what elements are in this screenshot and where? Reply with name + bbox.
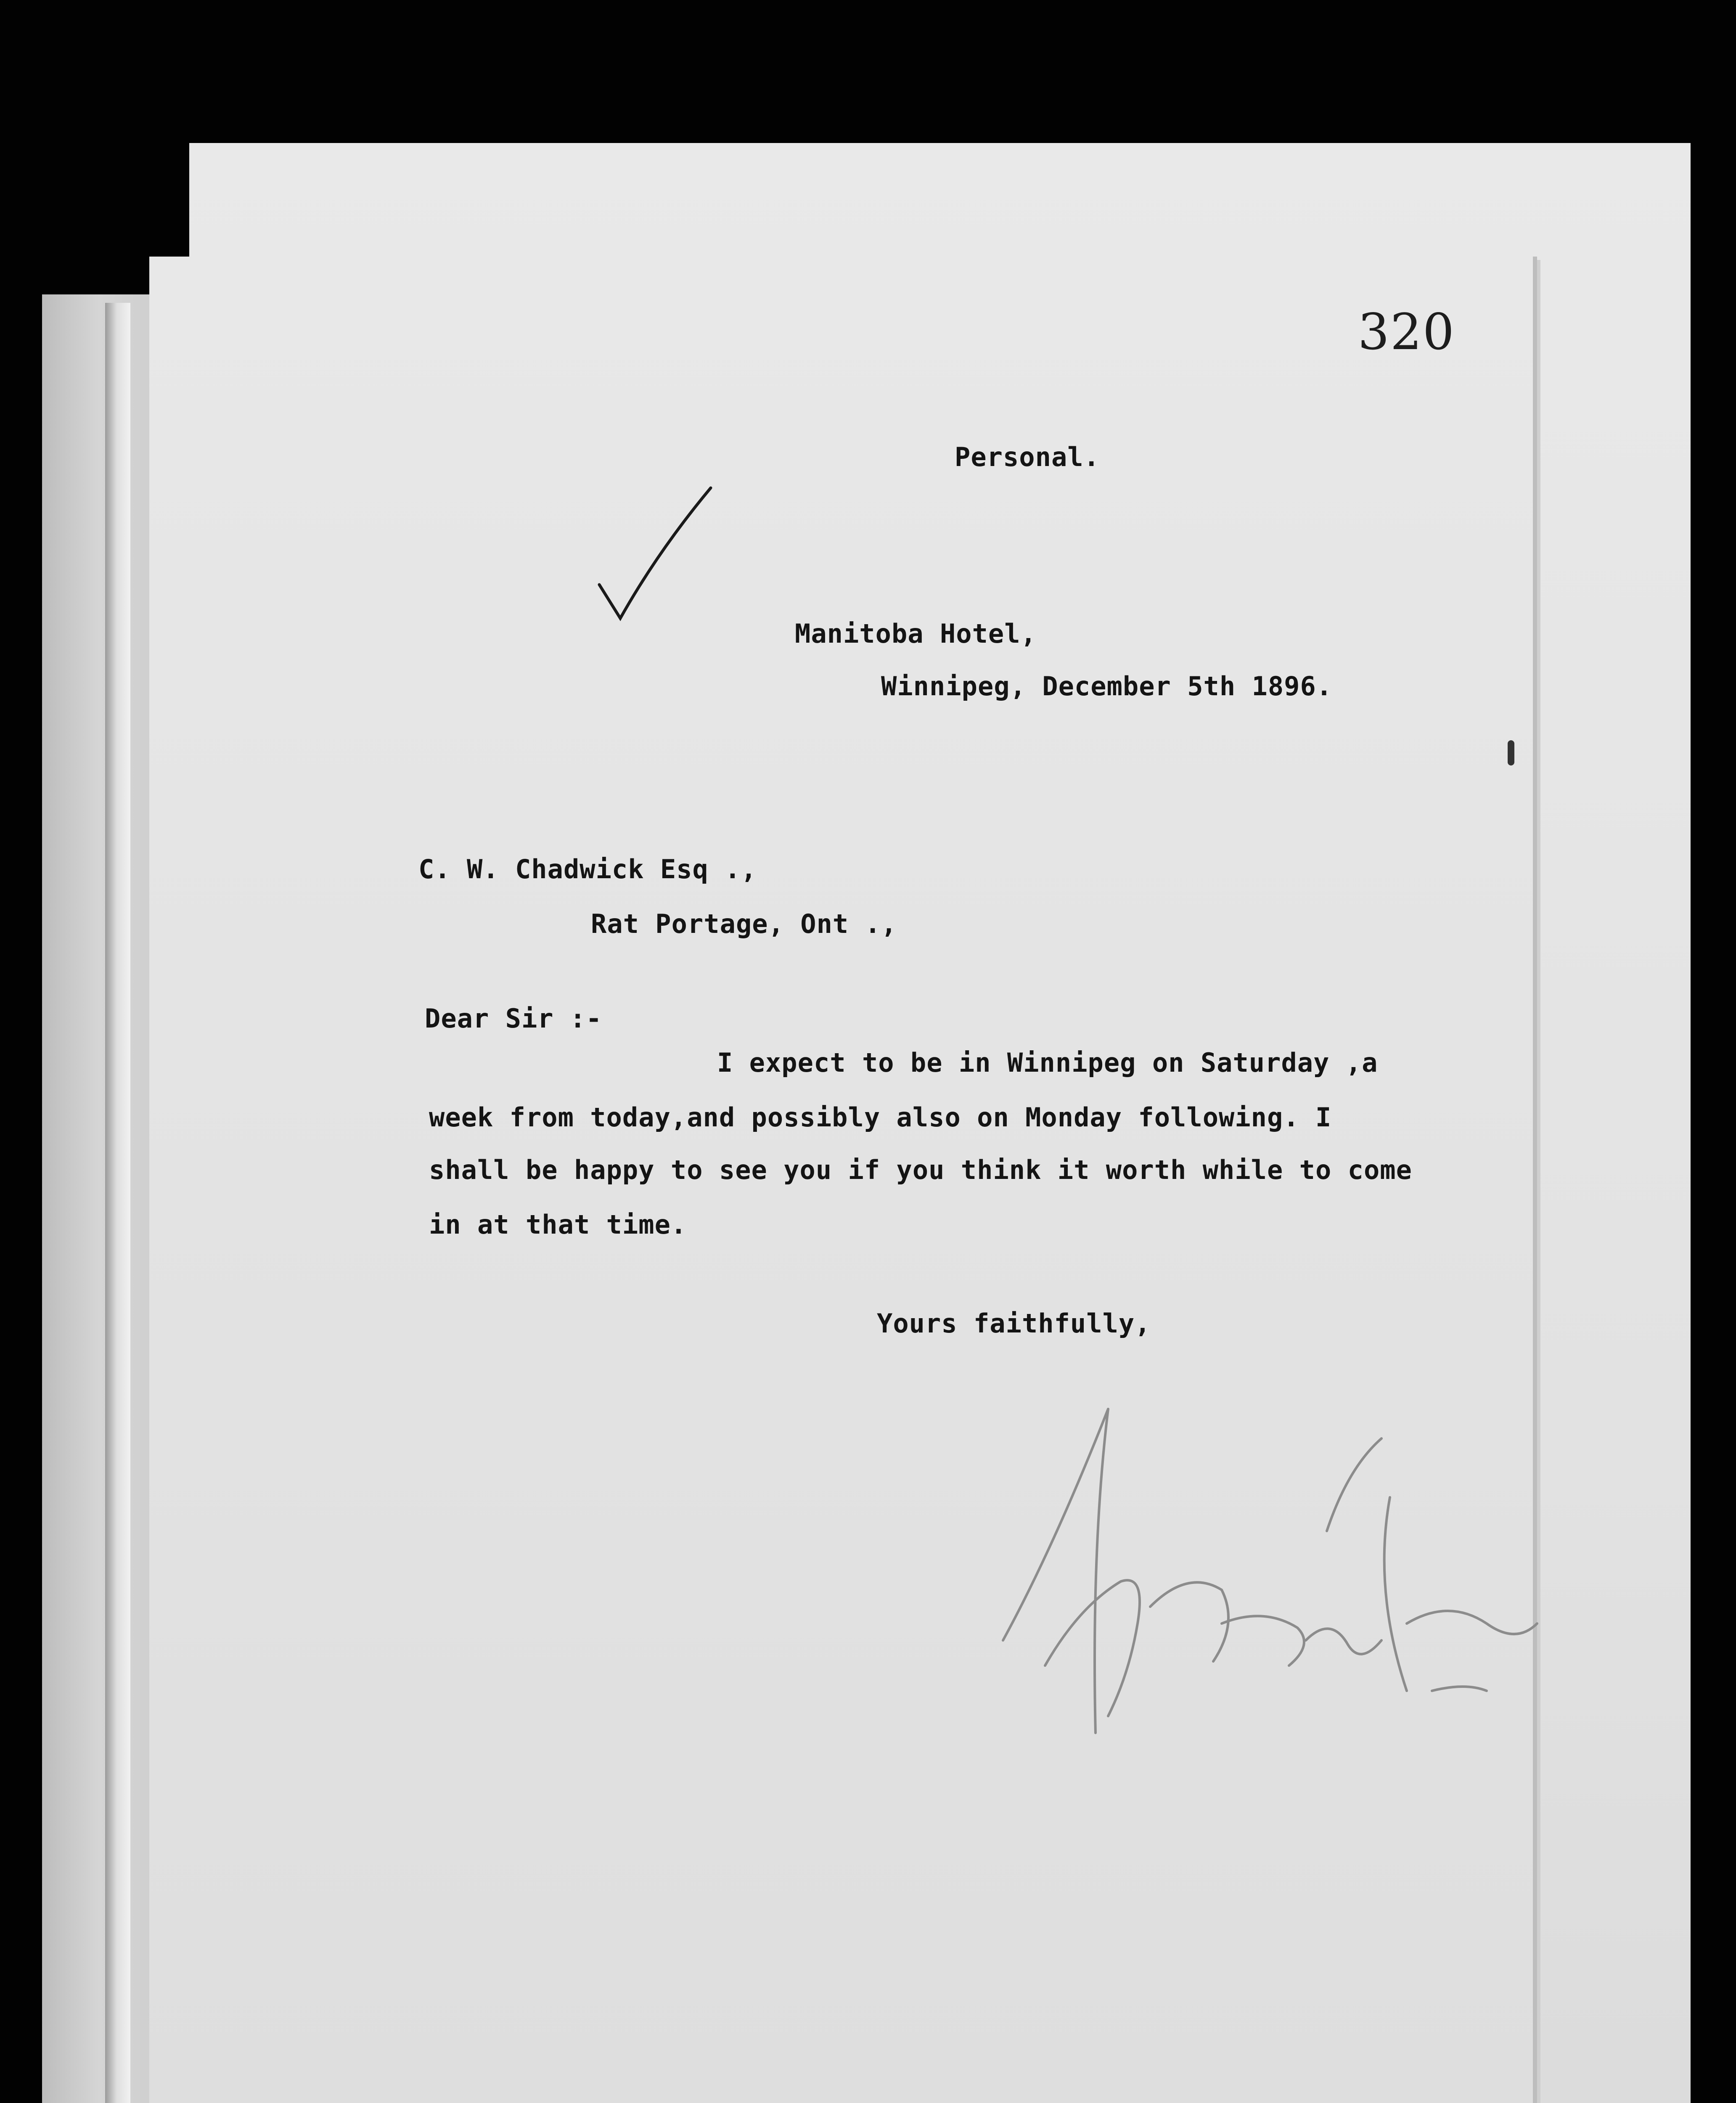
letter-heading: Personal. <box>955 442 1100 472</box>
letter-salutation: Dear Sir :- <box>425 1003 602 1034</box>
letter-page <box>149 257 1537 2103</box>
letter-place: Manitoba Hotel, <box>795 618 1037 649</box>
letter-address: Rat Portage, Ont ., <box>591 908 897 939</box>
page-number: 320 <box>1358 303 1455 361</box>
letter-closing: Yours faithfully, <box>877 1308 1151 1339</box>
letter-body-line: in at that time. <box>429 1209 687 1240</box>
letter-body-line: I expect to be in Winnipeg on Saturday ,a <box>717 1047 1378 1078</box>
left-binding-strip <box>42 294 156 2103</box>
letter-body-line: shall be happy to see you if you think it worth while to come <box>429 1155 1412 1185</box>
letter-body-line: week from today,and possibly also on Monday following. I <box>429 1102 1332 1133</box>
binder-edge <box>105 303 130 2103</box>
letter-addressee: C. W. Chadwick Esq ., <box>418 854 757 885</box>
check-mark-icon <box>591 479 717 635</box>
handwritten-signature <box>969 1371 1558 1813</box>
paper-blemish <box>1508 740 1514 765</box>
letter-place-date: Winnipeg, December 5th 1896. <box>881 671 1333 702</box>
